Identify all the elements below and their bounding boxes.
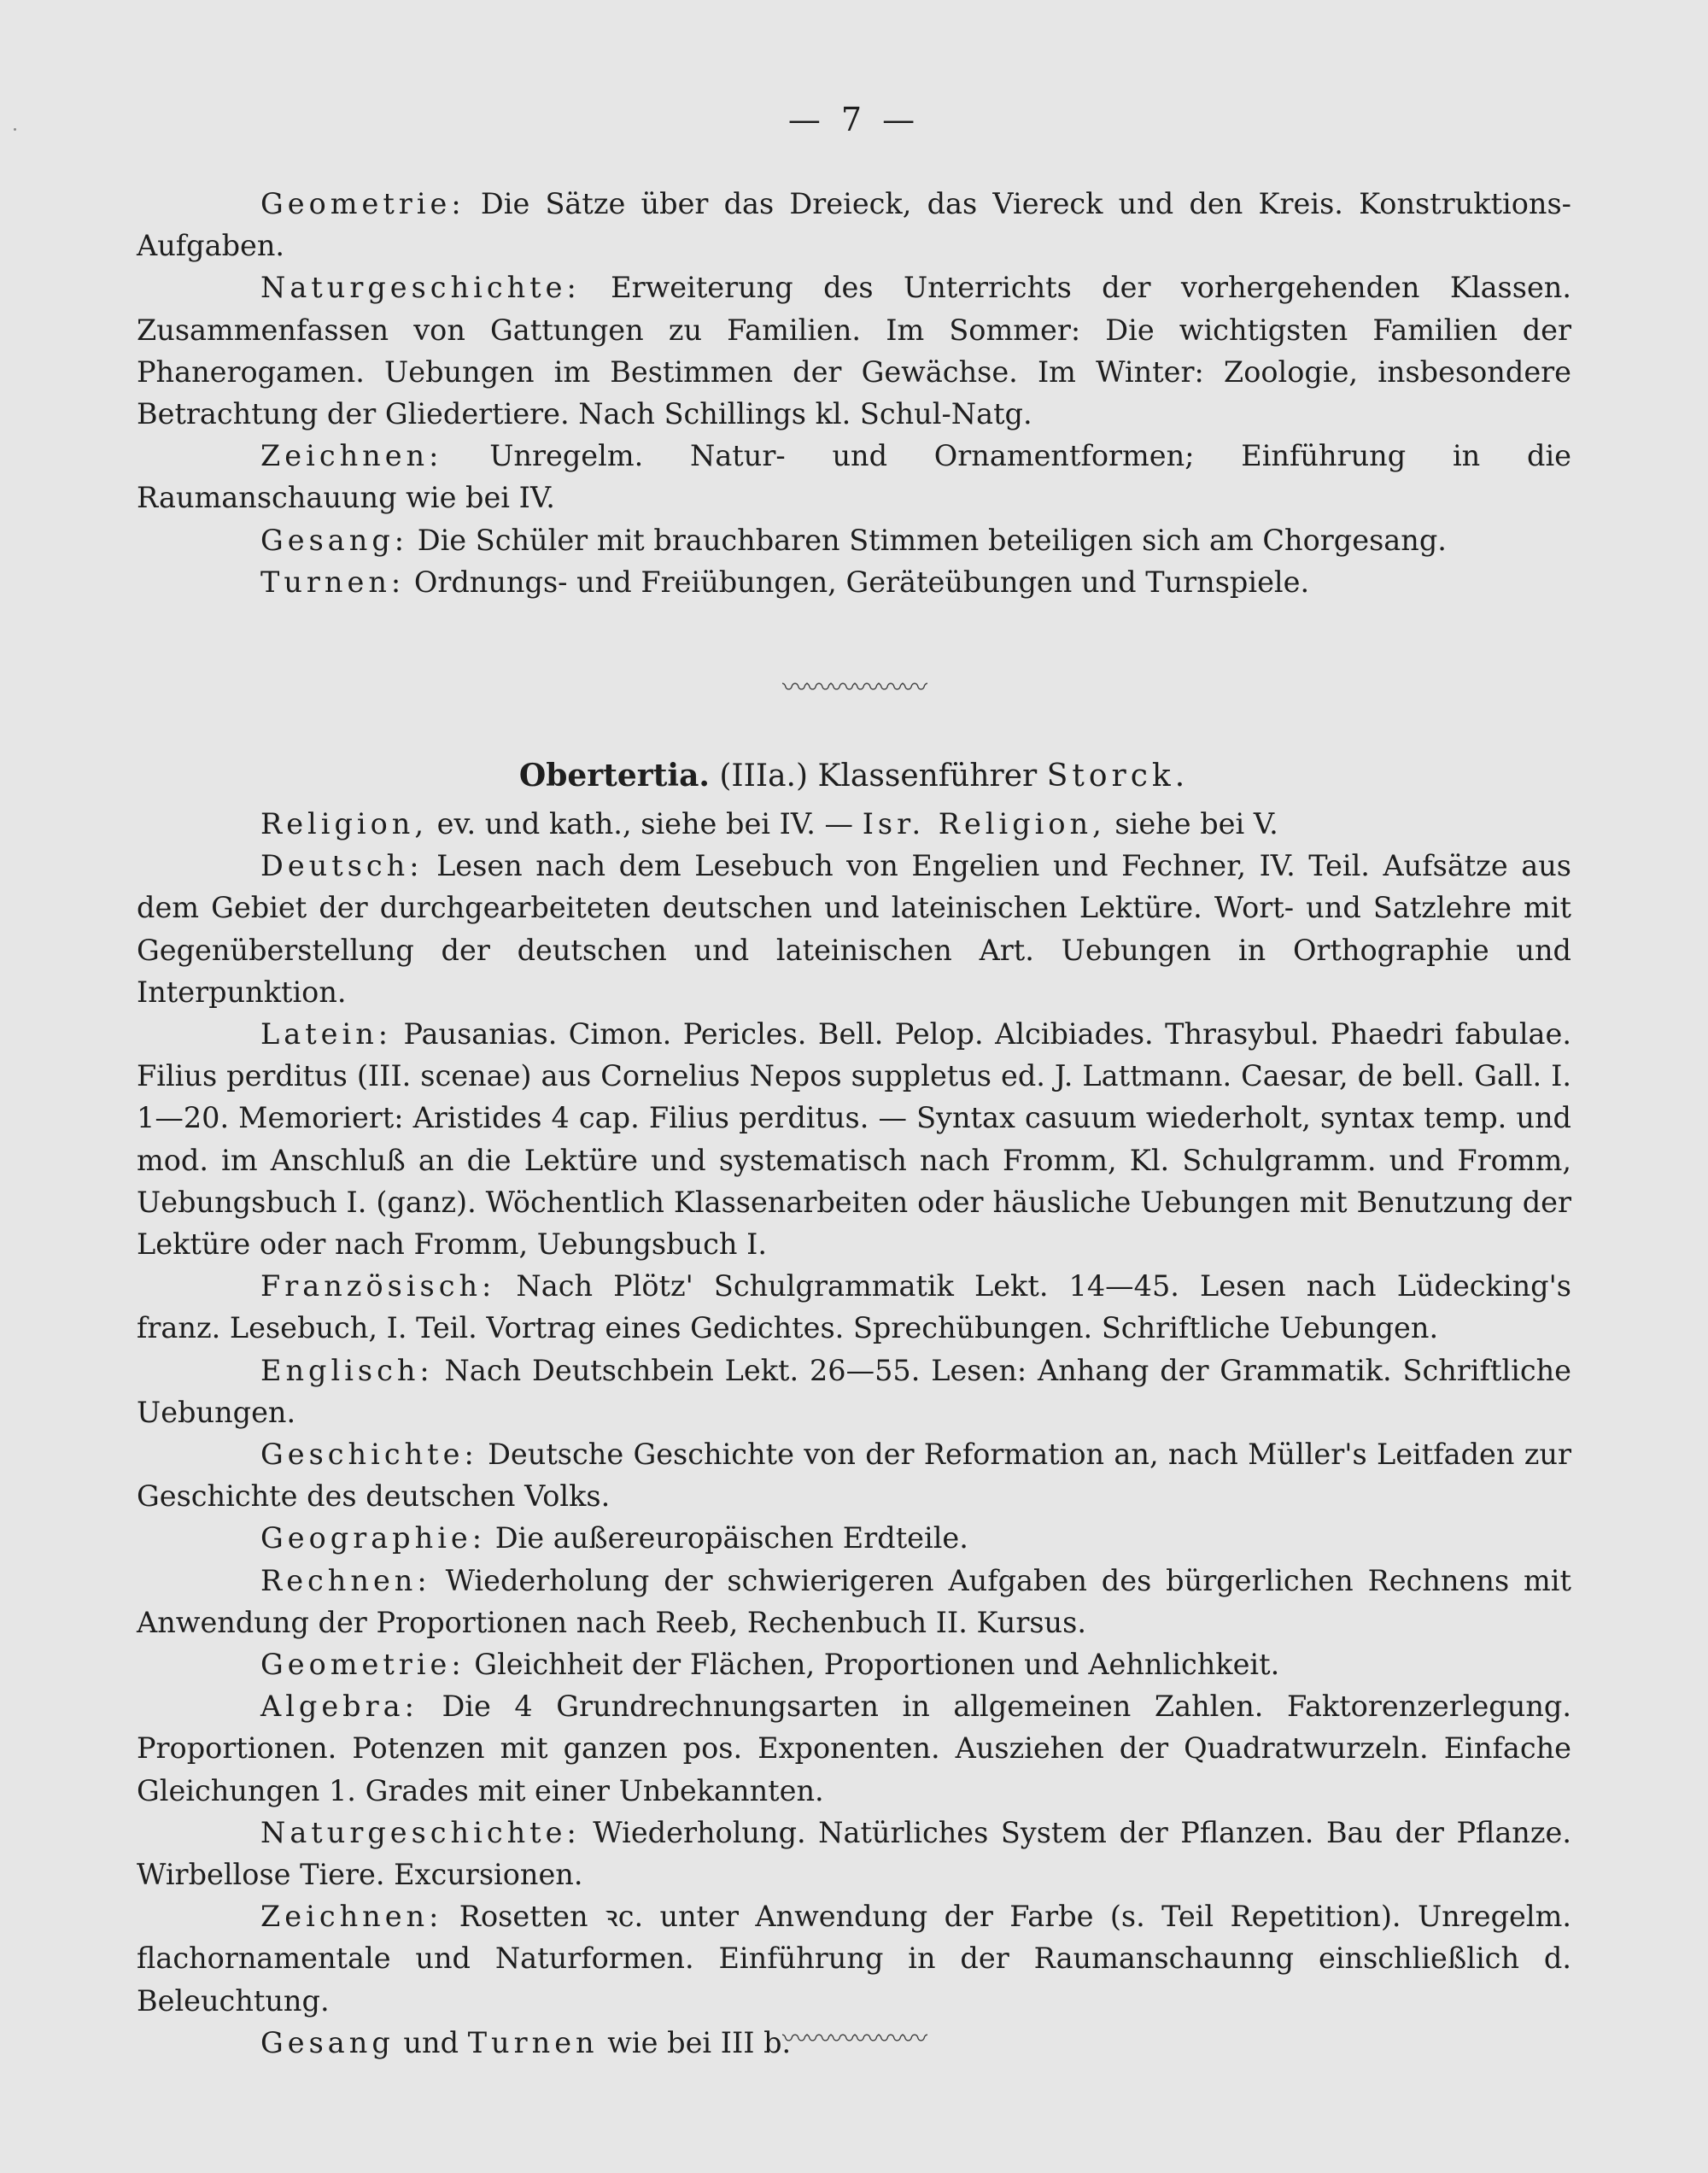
heading-title: Obertertia. xyxy=(518,758,710,794)
heading-class: (IIIa.) xyxy=(719,758,809,794)
paragraph-religion: Religion, ev. und kath., siehe bei IV. — Isr. Religion, siehe bei V. xyxy=(260,807,1278,840)
section-obertertia xyxy=(137,749,1571,2064)
section-heading xyxy=(137,749,1571,803)
heading-leader: Storck. xyxy=(1046,758,1190,794)
paragraph-gesang: Gesang: Die Schüler mit brauchbaren Stimmen beteiligen sich am Chorgesang. xyxy=(260,523,1447,557)
paragraph-zeichnen: Zeichnen: Unregelm. Natur- und Ornamentformen; Einführung in die Raumanschauung wie bei IV. xyxy=(137,439,1571,515)
paragraph-geschichte: Geschichte: Deutsche Geschichte von der Reformation an, nach Müller's Leitfaden zur Geschichte des deutschen Volks. xyxy=(137,1438,1571,1514)
paragraph-turnen: Turnen: Ordnungs- und Freiübungen, Geräteübungen und Turnspiele. xyxy=(260,565,1310,599)
paragraph-geometrie-2: Geometrie: Gleichheit der Flächen, Proportionen und Aehnlichkeit. xyxy=(260,1648,1280,1682)
paragraph-rechnen: Rechnen: Wiederholung der schwierigeren Aufgaben des bürgerlichen Rechnens mit Anwendung der Proportionen nach Reeb, Rechenbuch II. Kursus. xyxy=(137,1563,1571,1639)
paragraph-algebra: Algebra: Die 4 Grundrechnungsarten in allgemeinen Zahlen. Faktorenzerlegung. Proportionen. Potenzen mit ganzen pos. Exponenten. Ausziehen der Quadratwurzeln. Einfache Gleichungen 1. Grades mit einer Unbekannten. xyxy=(137,1690,1571,1807)
paragraph-latein: Latein: Pausanias. Cimon. Pericles. Bell. Pelop. Alcibiades. Thrasybul. Phaedri fabulae. Filius perditus (III. scenae) aus Cornelius Nepos suppletus ed. J. Lattmann. Caesar, de bell. Gall. I. 1—20. Memoriert: Aristides 4 cap. Filius perditus. — Syntax casuum wiederholt, syntax temp. und mod. im Anschluß an die Lektüre und systematisch nach Fromm, Kl. Schulgramm. und Fromm, Uebungsbuch I. (ganz). Wöchentlich Klassenarbeiten oder häusliche Uebungen mit Benutzung der Lektüre oder nach Fromm, Uebungsbuch I. xyxy=(137,1017,1571,1262)
paragraph-naturgeschichte-2: Naturgeschichte: Wiederholung. Natürliches System der Pflanzen. Bau der Pflanze. Wirbellose Tiere. Excursionen. xyxy=(137,1815,1571,1892)
section-untertertia-continued xyxy=(137,183,1571,603)
paragraph-geographie: Geographie: Die außereuropäischen Erdteile. xyxy=(260,1521,968,1555)
paragraph-geometrie: Geometrie: Die Sätze über das Dreieck, das Viereck und den Kreis. Konstruktions-Aufgaben. xyxy=(137,187,1571,263)
paragraph-franzoesisch: Französisch: Nach Plötz' Schulgrammatik Lekt. 14—45. Lesen nach Lüdecking's franz. Lesebuch, I. Teil. Vortrag eines Gedichtes. Sprechübungen. Schriftliche Uebungen. xyxy=(137,1269,1571,1345)
page-number: — 7 — xyxy=(787,101,921,138)
paragraph-deutsch: Deutsch: Lesen nach dem Lesebuch von Engelien und Fechner, IV. Teil. Aufsätze aus dem Gebiet der durchgearbeiteten deutschen und lateinischen Lektüre. Wort- und Satzlehre mit Gegenüberstellung der deutschen und lateinischen Art. Uebungen in Orthographie und Interpunktion. xyxy=(137,849,1571,1009)
paragraph-naturgeschichte: Naturgeschichte: Erweiterung des Unterrichts der vorhergehenden Klassen. Zusammenfassen von Gattungen zu Familien. Im Sommer: Die wichtigsten Familien der Phanerogamen. Uebungen im Bestimmen der Gewächse. Im Winter: Zoologie, insbesondere Betrachtung der Gliedertiere. Nach Schillings kl. Schul-Natg. xyxy=(137,271,1571,431)
heading-leader-label: Klassenführer xyxy=(817,758,1038,794)
paragraph-englisch: Englisch: Nach Deutschbein Lekt. 26—55. Lesen: Anhang der Grammatik. Schriftliche Uebungen. xyxy=(137,1353,1571,1429)
paragraph-zeichnen-2: Zeichnen: Rosetten ꝛc. unter Anwendung der Farbe (s. Teil Repetition). Unregelm. flachornamentale und Naturformen. Einführung in der Raumanschaunng einschließlich d. Beleuchtung. xyxy=(137,1900,1571,2018)
section-divider: 〰〰〰〰〰〰 xyxy=(782,673,926,703)
paragraph-gesang-turnen: Gesang und Turnen wie bei III b. xyxy=(260,2025,792,2059)
section-divider-bottom: 〰〰〰〰〰〰 xyxy=(782,2024,926,2054)
